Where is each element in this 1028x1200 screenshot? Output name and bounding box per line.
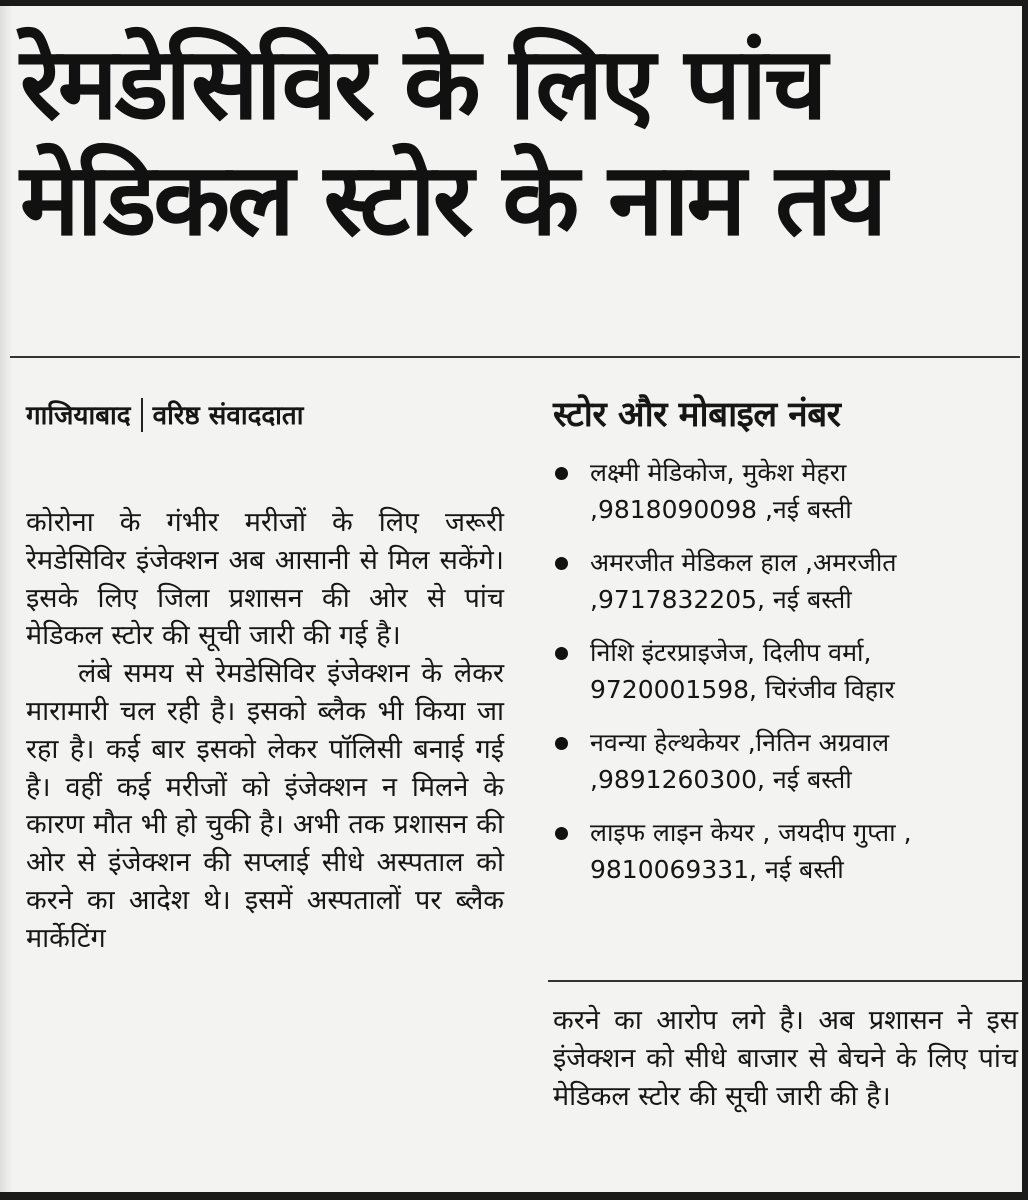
store-contact: 9720001598, चिरंजीव विहार: [590, 675, 895, 704]
store-item: [548, 724, 1018, 798]
article-column-left: [26, 504, 504, 958]
store-item: [548, 544, 1018, 618]
headline-divider: [10, 356, 1020, 358]
headline-line-1: रेमडेसिविर के लिए पांच: [20, 25, 825, 142]
store-name: निशि इंटरप्राइजेज, दिलीप वर्मा,: [590, 638, 872, 667]
store-name: नवन्या हेल्थकेयर ,नितिन अग्रवाल: [590, 728, 890, 757]
bullet-icon: [555, 467, 568, 480]
store-name: लक्ष्मी मेडिकोज, मुकेश मेहरा: [590, 458, 847, 487]
store-box-title: स्टोर और मोबाइल नंबर: [553, 395, 841, 435]
bullet-icon: [555, 557, 568, 570]
store-item: [548, 454, 1018, 528]
article-paragraph-2: लंबे समय से रेमडेसिविर इंजेक्शन के लेकर मारामारी चल रही है। इसको ब्लैक भी किया जा रहा है। कई बार इसको लेकर पॉलिसी बनाई गई है। वहीं कई मरीजों को इंजेक्शन न मिलने के कारण मौत भी हो चुकी है। अभी तक प्रशासन की ओर से इंजेक्शन की सप्लाई सीधे अस्पताल को करने का आदेश थे। इसमें अस्पतालों पर ब्लैक मार्केटिंग: [26, 658, 504, 954]
store-box-divider: [548, 980, 1022, 982]
store-list: [548, 454, 1018, 904]
bullet-icon: [555, 737, 568, 750]
store-contact: ,9818090098 ,नई बस्ती: [590, 495, 852, 524]
store-contact: ,9717832205, नई बस्ती: [590, 585, 852, 614]
store-name: अमरजीत मेडिकल हाल ,अमरजीत: [590, 548, 897, 577]
bullet-icon: [555, 647, 568, 660]
byline-reporter: वरिष्ठ संवाददाता: [152, 401, 304, 431]
byline-separator: [141, 398, 143, 432]
byline-place: गाजियाबाद: [26, 401, 131, 431]
article-column-right: [553, 1002, 1018, 1115]
paper-edge: [0, 6, 12, 1192]
store-item: [548, 814, 1018, 888]
byline: [26, 396, 303, 436]
headline-line-2: मेडिकल स्टोर के नाम तय: [20, 141, 885, 258]
store-name: लाइफ लाइन केयर , जयदीप गुप्ता ,: [590, 818, 912, 847]
bullet-icon: [555, 827, 568, 840]
store-contact: 9810069331, नई बस्ती: [590, 855, 844, 884]
store-item: [548, 634, 1018, 708]
store-contact: ,9891260300, नई बस्ती: [590, 765, 852, 794]
article-paragraph-1: कोरोना के गंभीर मरीजों के लिए जरूरी रेमडेसिविर इंजेक्शन अब आसानी से मिल सकेंगे। इसके लिए जिला प्रशासन की ओर से पांच मेडिकल स्टोर की सूची जारी की गई है।: [26, 507, 504, 652]
newspaper-clipping: [0, 6, 1022, 1192]
article-paragraph-3: करने का आरोप लगे है। अब प्रशासन ने इस इंजेक्शन को सीधे बाजार से बेचने के लिए पांच मेडिकल स्टोर की सूची जारी की है।: [553, 1005, 1018, 1112]
headline: [20, 26, 1010, 258]
